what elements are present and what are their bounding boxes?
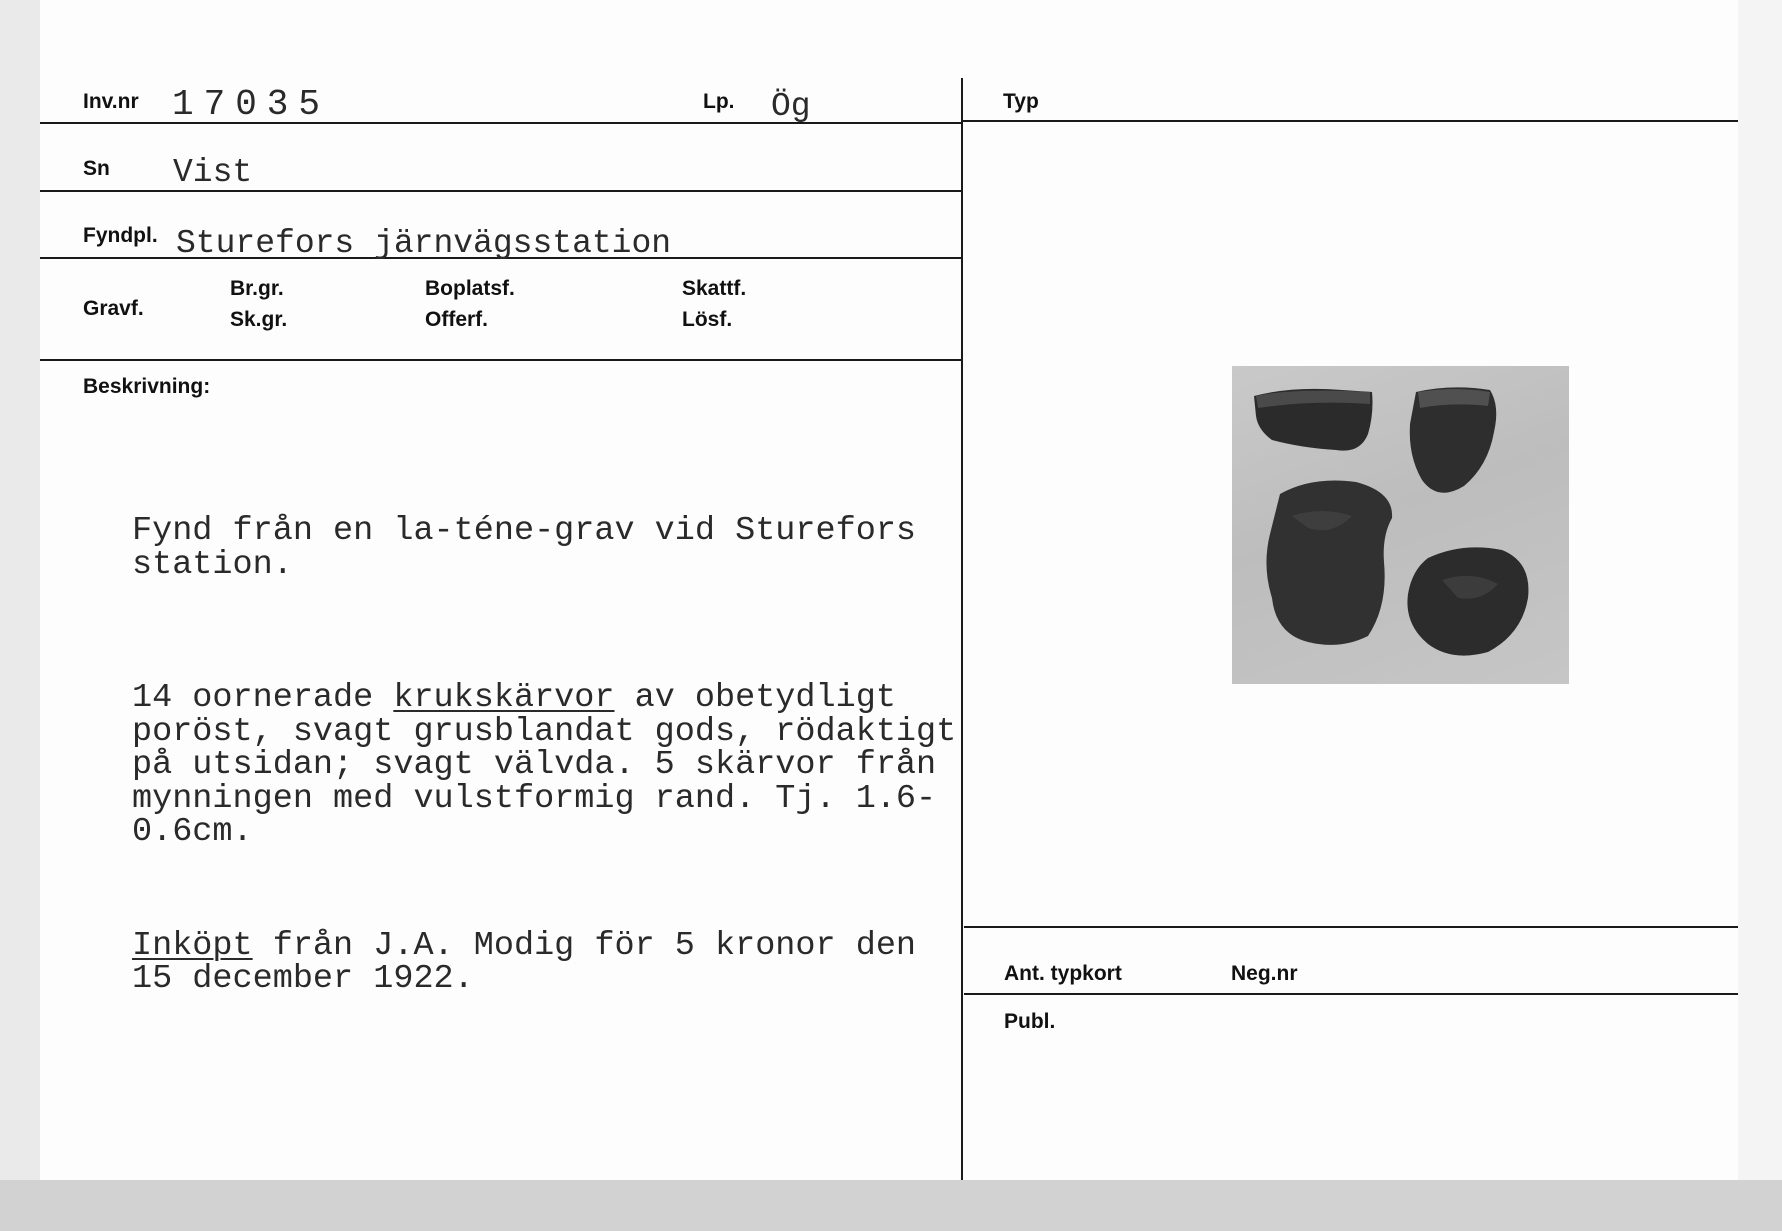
sn-label: Sn bbox=[83, 157, 110, 180]
typ-label: Typ bbox=[1003, 90, 1039, 113]
ant-typkort-label: Ant. typkort bbox=[1004, 962, 1122, 985]
pottery-sherds-photo bbox=[1232, 366, 1569, 684]
desc-p2-rest: poröst, svagt grusblandat gods, rödaktigt på utsidan; svagt välvda. 5 skärvor från mynningen med vulstformig rand. Tj. 1.6- 0.6cm. bbox=[132, 712, 957, 851]
fyndpl-value: Sturefors järnvägsstation bbox=[176, 225, 672, 262]
sn-value: Vist bbox=[173, 154, 253, 191]
publ-label: Publ. bbox=[1004, 1010, 1056, 1033]
neg-nr-label: Neg.nr bbox=[1231, 962, 1298, 985]
beskrivning-label: Beskrivning: bbox=[83, 375, 211, 398]
desc-paragraph-1: Fynd från en la-téne-grav vid Sturefors station. bbox=[132, 512, 917, 584]
losf-label: Lösf. bbox=[682, 308, 733, 331]
boplatsf-label: Boplatsf. bbox=[425, 277, 515, 300]
desc-p2-lead: 14 oornerade bbox=[132, 679, 394, 717]
inv-label: Inv.nr bbox=[83, 90, 139, 113]
desc-p2-tail: av obetydligt bbox=[614, 679, 896, 717]
lp-label: Lp. bbox=[703, 90, 735, 113]
rule-ant bbox=[964, 926, 1738, 928]
scan-margin-right bbox=[1738, 0, 1782, 1231]
catalog-card bbox=[40, 0, 1738, 1180]
brgr-label: Br.gr. bbox=[230, 277, 284, 300]
desc-p3-rest: 15 december 1922. bbox=[132, 960, 474, 998]
desc-paragraph-2 bbox=[132, 679, 1002, 851]
desc-p2-underlined: krukskärvor bbox=[393, 679, 615, 717]
scan-margin-left bbox=[0, 0, 40, 1180]
inv-value: 17035 bbox=[172, 84, 331, 125]
scan-margin-bottom bbox=[0, 1180, 1782, 1231]
offerf-label: Offerf. bbox=[425, 308, 488, 331]
rule-typ bbox=[962, 120, 1738, 122]
gravf-label: Gravf. bbox=[83, 297, 144, 320]
lp-value: Ög bbox=[771, 88, 811, 125]
desc-p3-underlined: Inköpt bbox=[132, 926, 253, 965]
fyndpl-label: Fyndpl. bbox=[83, 224, 158, 247]
skattf-label: Skattf. bbox=[682, 277, 747, 300]
desc-paragraph-3 bbox=[132, 926, 1002, 998]
rule-publ bbox=[964, 993, 1738, 995]
desc-p3-tail: från J.A. Modig för 5 kronor den bbox=[252, 926, 917, 965]
skgr-label: Sk.gr. bbox=[230, 308, 288, 331]
description-text bbox=[132, 448, 1002, 1064]
rule-findtype bbox=[40, 359, 962, 361]
